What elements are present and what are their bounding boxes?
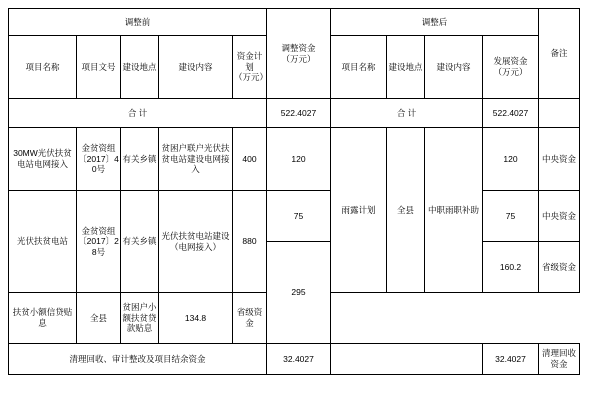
col-after-issued-fund (483, 36, 539, 99)
table-bottom-row (9, 344, 580, 375)
row2-fund-plan: 880 (233, 191, 267, 293)
adjust-amount-line1: 调整资金 (281, 42, 316, 53)
issued-fund-line1: 发展资金 (493, 56, 528, 67)
row1-project-doc-no: 金贫资组〔2017〕40号 (77, 128, 121, 191)
row2-after-fund-1: 75 (483, 191, 539, 242)
col-after-project-name: 项目名称 (331, 36, 387, 99)
total-after-amount: 522.4027 (483, 99, 539, 128)
bottom-label: 清理回收、审计整改及项目结余资金 (9, 344, 267, 375)
after-project-name-yulu: 雨露计划 (331, 128, 387, 293)
col-before-project-doc-no: 项目文号 (77, 36, 121, 99)
after-build-content-zhongzhi: 中职雨职补助 (425, 128, 483, 293)
total-label-right: 合 计 (331, 99, 483, 128)
col-before-fund-plan (233, 36, 267, 99)
table-row (9, 128, 580, 191)
row2-project-name: 光伏扶贫电站 (9, 191, 77, 293)
after-build-content-tiexi: 贫困户小额扶贫贷款贴息 (121, 293, 159, 344)
bottom-remark: 清理回收资金 (539, 344, 580, 375)
col-after-build-content: 建设内容 (425, 36, 483, 99)
row2-remark-2: 省级资金 (539, 242, 580, 293)
group-header-after: 调整后 (331, 9, 539, 36)
total-label-left: 合 计 (9, 99, 267, 128)
group-header-adjust-amount (267, 9, 331, 99)
col-before-project-name: 项目名称 (9, 36, 77, 99)
adjust-amount-line2: （万元） (281, 53, 316, 64)
row2-adjust-amount-1: 75 (267, 191, 331, 242)
group-header-remark: 备注 (539, 9, 580, 99)
row2-project-doc-no: 金贫资组〔2017〕28号 (77, 191, 121, 293)
col-before-build-content: 建设内容 (159, 36, 233, 99)
row1-after-fund: 120 (483, 128, 539, 191)
row1-build-content: 贫困户联户光伏扶贫电站建设电网接入 (159, 128, 233, 191)
fund-adjustment-table (8, 8, 580, 375)
row1-adjust-amount: 120 (267, 128, 331, 191)
table-total-row (9, 99, 580, 128)
row2-adjust-amount-2: 295 (267, 242, 331, 344)
col-after-build-location: 建设地点 (387, 36, 425, 99)
row1-fund-plan: 400 (233, 128, 267, 191)
bottom-after-fund: 32.4027 (483, 344, 539, 375)
row2-after-fund-3: 134.8 (159, 293, 233, 344)
total-adjust-amount: 522.4027 (267, 99, 331, 128)
row2-remark-3: 省级资金 (233, 293, 267, 344)
bottom-after-empty (331, 344, 483, 375)
total-remark-empty (539, 99, 580, 128)
issued-fund-line2: （万元） (493, 67, 528, 77)
bottom-adjust-amount: 32.4027 (267, 344, 331, 375)
fund-plan-line2: （万元） (234, 72, 269, 83)
fund-plan-line1: 资金计划 (236, 51, 263, 72)
row2-after-fund-2: 160.2 (483, 242, 539, 293)
row2-remark-1: 中央资金 (539, 191, 580, 242)
row2-build-content: 光伏扶贫电站建设（电网接入） (159, 191, 233, 293)
row1-build-location: 有关乡镇 (121, 128, 159, 191)
after-build-location-county: 全县 (387, 128, 425, 293)
col-before-build-location: 建设地点 (121, 36, 159, 99)
table-group-header-row (9, 9, 580, 36)
group-header-before: 调整前 (9, 9, 267, 36)
row1-remark: 中央资金 (539, 128, 580, 191)
after-build-location-county-2: 全县 (77, 293, 121, 344)
row2-build-location: 有关乡镇 (121, 191, 159, 293)
after-project-name-xiaoedai: 扶贫小额信贷贴息 (9, 293, 77, 344)
row1-project-name: 30MW光伏扶贫电站电网接入 (9, 128, 77, 191)
table-row (9, 191, 580, 242)
